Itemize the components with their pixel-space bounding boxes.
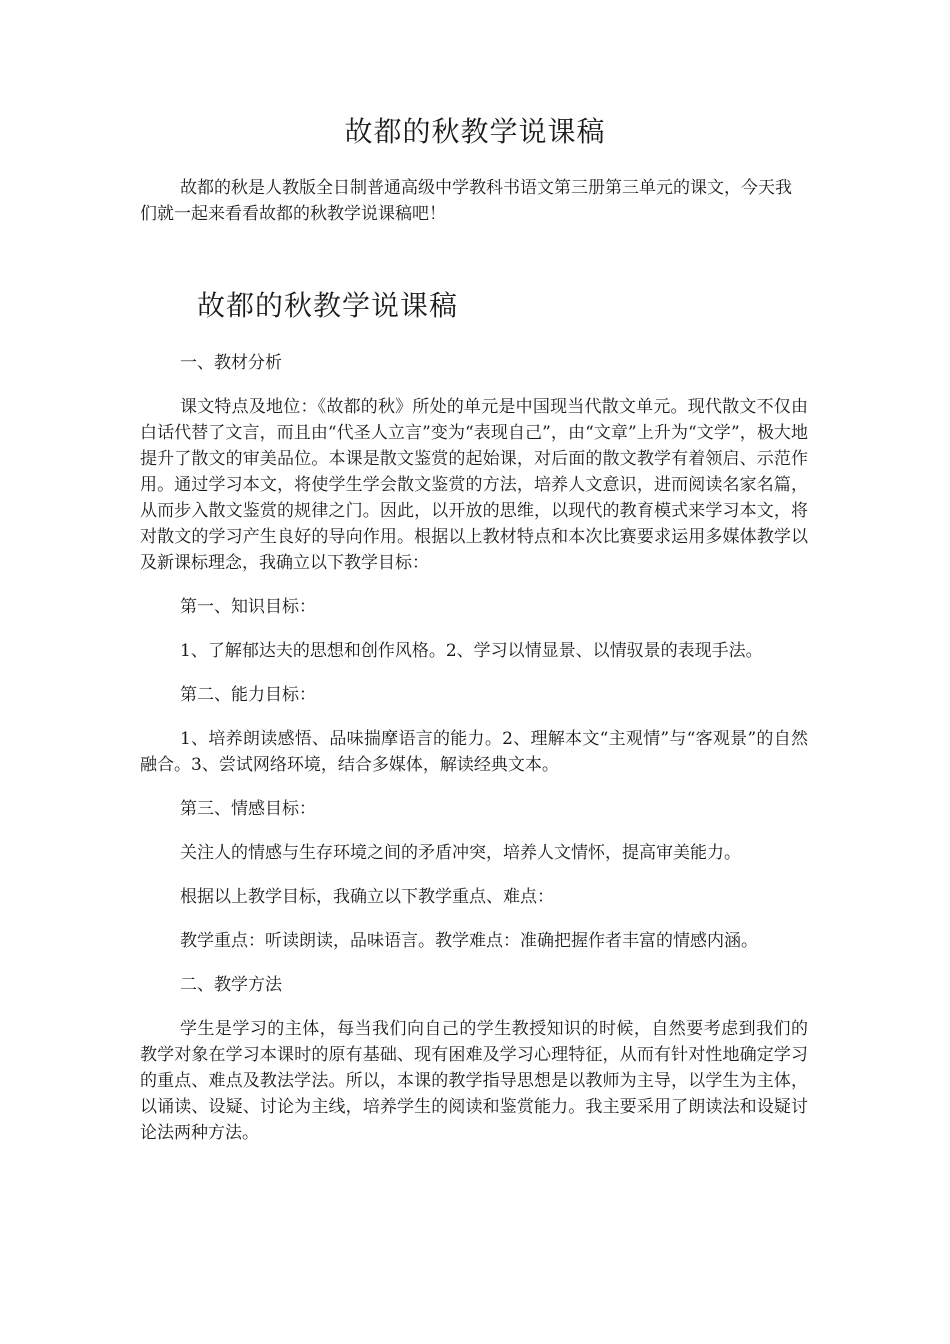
- heading-teaching-methods: 二、教学方法: [180, 975, 282, 995]
- heading-ability-goal: 第二、能力目标：: [180, 685, 316, 705]
- paragraph-text-features: 课文特点及地位：《故都的秋》所处的单元是中国现当代散文单元。现代散文不仅由白话代替了文言，而且由“代圣人立言”变为“表现自己”，由“文章”上升为“文学”，极大地提升了散文的审美品位。本课是散文鉴赏的起始课，对后面的散文教学有着领启、示范作用。通过学习本文，将使学生学会散文鉴赏的方法，培养人文意识，进而阅读名家名篇，从而步入散文鉴赏的规律之门。因此，以开放的思维，以现代的教育模式来学习本文，将对散文的学习产生良好的导向作用。根据以上教材特点和本次比赛要求运用多媒体教学以及新课标理念，我确立以下教学目标：: [140, 397, 808, 573]
- paragraph-key-points: 教学重点：听读朗读，品味语言。教学难点：准确把握作者丰富的情感内涵。: [180, 931, 758, 951]
- paragraph-emotion-goal: 关注人的情感与生存环境之间的矛盾冲突，培养人文情怀，提高审美能力。: [180, 843, 741, 863]
- section-title: 故都的秋教学说课稿: [197, 289, 459, 322]
- heading-emotion-goal: 第三、情感目标：: [180, 799, 316, 819]
- paragraph-teaching-methods: 学生是学习的主体，每当我们向自己的学生教授知识的时候，自然要考虑到我们的教学对象在学习本课时的原有基础、现有困难及学习心理特征，从而有针对性地确定学习的重点、难点及教法学法。所以，本课的教学指导思想是以教师为主导，以学生为主体，以诵读、设疑、讨论为主线，培养学生的阅读和鉴赏能力。我主要采用了朗读法和设疑讨论法两种方法。: [140, 1019, 808, 1143]
- paragraph-ability-goal: 1、培养朗读感悟、品味揣摩语言的能力。2、理解本文“主观情”与“客观景”的自然融合。3、尝试网络环境，结合多媒体，解读经典文本。: [140, 729, 808, 775]
- document-body: [140, 350, 808, 1164]
- paragraph-knowledge-goal: 1、了解郁达夫的思想和创作风格。2、学习以情显景、以情驭景的表现手法。: [180, 641, 763, 661]
- intro-paragraph: 故都的秋是人教版全日制普通高级中学教科书语文第三册第三单元的课文，今天我们就一起来看看故都的秋教学说课稿吧！: [140, 178, 792, 224]
- heading-knowledge-goal: 第一、知识目标：: [180, 597, 316, 617]
- document-title: 故都的秋教学说课稿: [344, 115, 606, 148]
- paragraph-key-points-intro: 根据以上教学目标，我确立以下教学重点、难点：: [180, 887, 554, 907]
- heading-textbook-analysis: 一、教材分析: [180, 353, 282, 373]
